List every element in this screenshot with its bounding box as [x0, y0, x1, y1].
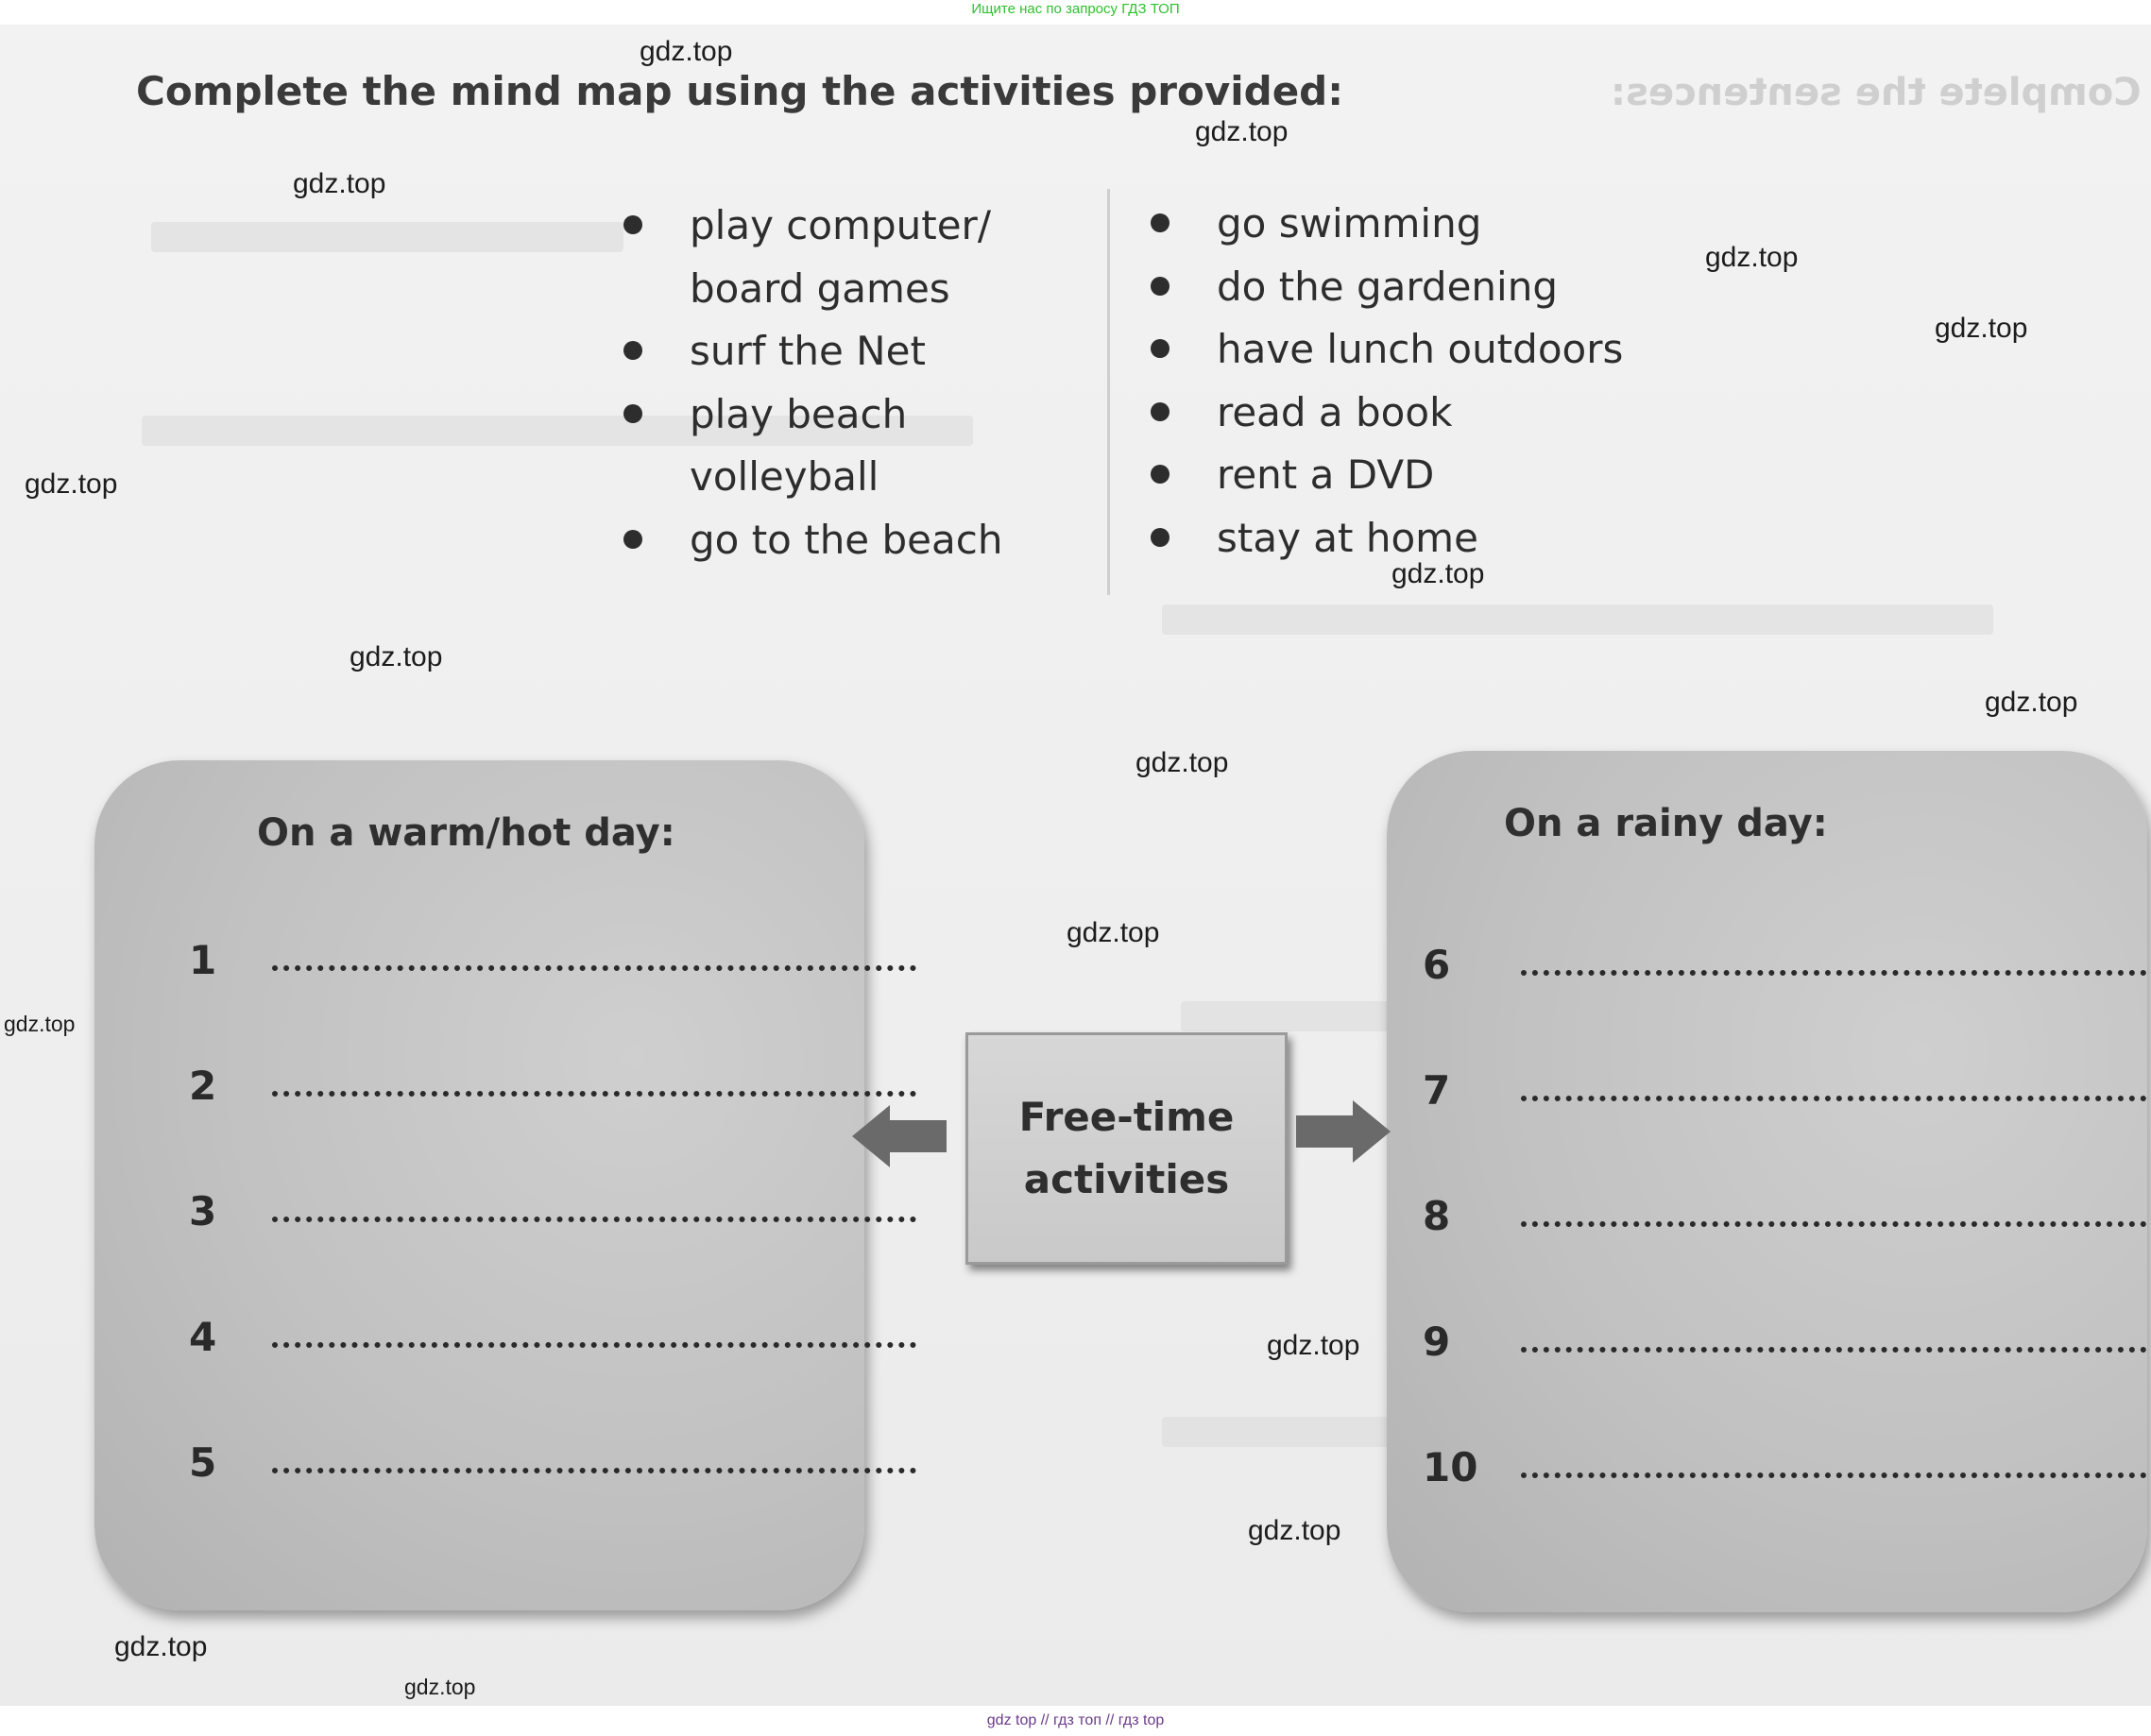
answer-row	[94, 1188, 864, 1245]
answer-blank-line[interactable]	[1521, 1221, 2151, 1227]
activity-item-continuation: volleyball	[690, 453, 879, 500]
watermark: gdz.top	[1267, 1330, 1360, 1361]
answer-number: 5	[189, 1439, 217, 1486]
watermark: gdz.top	[1705, 242, 1799, 273]
warm-day-panel	[94, 760, 864, 1610]
watermark: gdz.top	[4, 1012, 76, 1036]
warm-day-panel-title: On a warm/hot day:	[257, 811, 675, 855]
activity-item: play beach	[623, 383, 1002, 447]
activity-item: have lunch outdoors	[1151, 318, 1623, 382]
answer-row	[1387, 1319, 2147, 1375]
activity-item: rent a DVD	[1151, 444, 1623, 507]
backpage-heading-bleedthrough: Complete the sentences:	[1611, 71, 2142, 114]
activity-item: go swimming	[1151, 193, 1623, 256]
answer-row	[94, 1063, 864, 1119]
answer-number: 2	[189, 1063, 217, 1109]
watermark: gdz.top	[1067, 917, 1160, 948]
activities-list-left	[623, 195, 1002, 571]
answer-number: 6	[1423, 942, 1451, 988]
answer-row	[1387, 1067, 2147, 1124]
watermark: gdz.top	[404, 1675, 476, 1699]
answer-blank-line[interactable]	[272, 1217, 916, 1222]
answer-number: 1	[189, 937, 217, 983]
backpage-bleed-line	[1162, 604, 1993, 635]
top-banner[interactable]: Ищите нас по запросу ГДЗ ТОП	[971, 1, 1180, 17]
bottom-banner[interactable]: gdz top // гдз топ // гдз top	[986, 1712, 1165, 1728]
answer-row	[94, 1439, 864, 1496]
activity-item: read a book	[1151, 382, 1623, 445]
rainy-day-panel	[1387, 751, 2147, 1612]
exercise-heading: Complete the mind map using the activities provided:	[136, 68, 1344, 114]
watermark: gdz.top	[1248, 1515, 1341, 1546]
backpage-bleed-line	[151, 222, 623, 252]
activity-item-continuation: board games	[690, 264, 950, 312]
watermark: gdz.top	[25, 468, 118, 500]
center-label-line2: activities	[1023, 1156, 1230, 1202]
activity-item: surf the Net	[623, 320, 1002, 383]
activity-item: play computer/	[623, 195, 1002, 258]
answer-row	[94, 937, 864, 994]
answer-number: 7	[1423, 1067, 1451, 1114]
answer-number: 9	[1423, 1319, 1451, 1365]
activity-item: go to the beach	[623, 509, 1002, 572]
answer-blank-line[interactable]	[1521, 1347, 2151, 1353]
watermark: gdz.top	[1935, 313, 2028, 344]
activity-item: do the gardening	[1151, 256, 1623, 319]
answer-blank-line[interactable]	[272, 965, 916, 971]
arrow-right-icon	[1296, 1100, 1391, 1163]
free-time-activities-box	[965, 1032, 1288, 1265]
answer-number: 8	[1423, 1193, 1451, 1239]
answer-row	[1387, 1444, 2147, 1501]
rainy-day-panel-title: On a rainy day:	[1504, 802, 1828, 845]
watermark: gdz.top	[350, 641, 443, 672]
watermark: gdz.top	[1391, 558, 1485, 589]
answer-blank-line[interactable]	[1521, 1472, 2151, 1478]
watermark: gdz.top	[1195, 116, 1289, 147]
answer-blank-line[interactable]	[272, 1468, 916, 1473]
answer-blank-line[interactable]	[1521, 1096, 2151, 1101]
watermark: gdz.top	[293, 168, 386, 199]
answer-blank-line[interactable]	[1521, 970, 2151, 976]
answer-number: 4	[189, 1314, 217, 1360]
answer-number: 3	[189, 1188, 217, 1234]
watermark: gdz.top	[640, 36, 733, 67]
activities-list-right	[1151, 193, 1623, 570]
center-label-line1: Free-time	[1018, 1094, 1235, 1140]
backpage-column-divider	[1107, 189, 1110, 595]
answer-blank-line[interactable]	[272, 1091, 916, 1097]
arrow-left-icon	[852, 1105, 947, 1167]
answer-row	[94, 1314, 864, 1370]
answer-row	[1387, 1193, 2147, 1250]
watermark: gdz.top	[114, 1631, 208, 1662]
watermark: gdz.top	[1985, 687, 2078, 718]
answer-blank-line[interactable]	[272, 1342, 916, 1348]
answer-number: 10	[1423, 1444, 1478, 1490]
activity-item: stay at home	[1151, 507, 1623, 570]
answer-row	[1387, 942, 2147, 998]
watermark: gdz.top	[1135, 747, 1229, 778]
